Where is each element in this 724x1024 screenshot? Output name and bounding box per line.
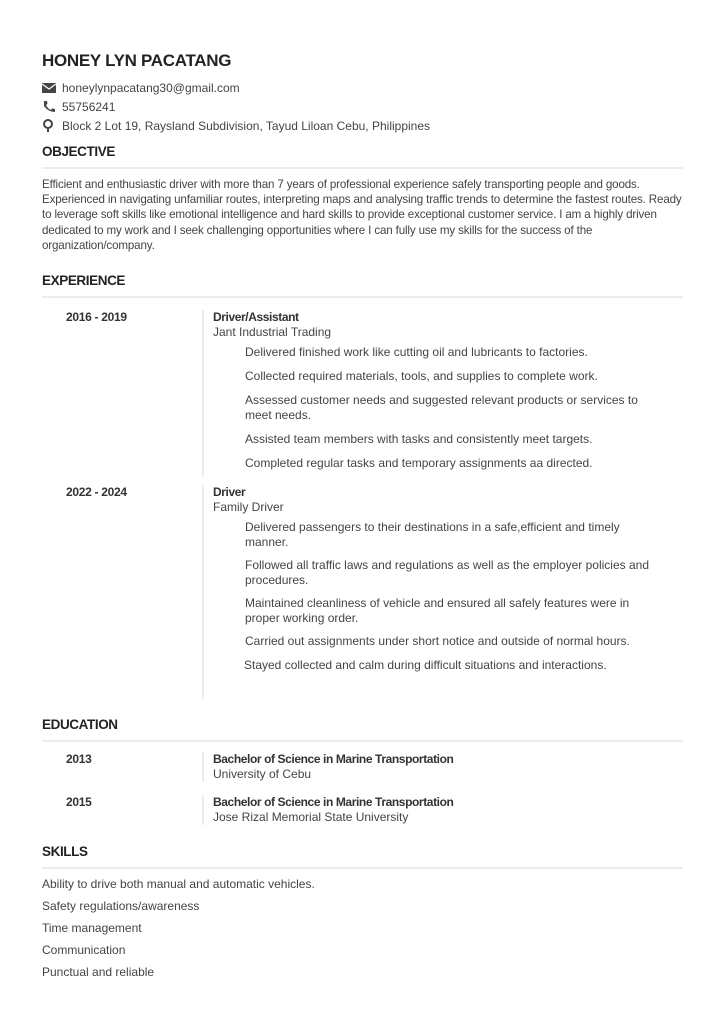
experience-bullets — [213, 345, 683, 471]
skill-item: Time management — [42, 921, 142, 936]
contact-address — [42, 116, 683, 135]
candidate-name: HONEY LYN PACATANG — [42, 51, 232, 70]
experience-role: Driver/Assistant — [213, 310, 299, 325]
experience-dates: 2022 - 2024 — [66, 485, 127, 500]
objective-text: Efficient and enthusiastic driver with more than 7 years of professional experience safely transporting people and goods. Experienced in navigating unfamiliar routes, interpreting maps and analysing traffic trends to determine the fastest routes. Ready to leverage soft skills like emotional intelligence and hard skills to provide exceptional customer service. I am a highly driven dedicated to my work and I seek challenging opportunities where I can fully use my skills for the success of the organization/company. — [42, 178, 682, 252]
contact-email — [42, 78, 683, 97]
experience-bullet: Collected required materials, tools, and supplies to complete work. — [245, 369, 598, 384]
phone-icon — [42, 100, 62, 113]
education-year: 2015 — [66, 795, 92, 810]
skill-item: Communication — [42, 943, 126, 958]
phone-text: 55756241 — [62, 99, 116, 114]
experience-heading: EXPERIENCE — [42, 273, 126, 289]
objective-heading: OBJECTIVE — [42, 144, 115, 159]
education-year: 2013 — [66, 752, 92, 767]
experience-role: Driver — [213, 485, 246, 500]
education-degree: Bachelor of Science in Marine Transportation — [213, 795, 454, 810]
email-text: honeylynpacatang30@gmail.com — [62, 80, 240, 95]
skills-heading: SKILLS — [42, 844, 88, 860]
education-degree: Bachelor of Science in Marine Transportation — [213, 752, 454, 767]
address-text: Block 2 Lot 19, Raysland Subdivision, Tayud Liloan Cebu, Philippines — [62, 118, 431, 133]
skill-item: Safety regulations/awareness — [42, 899, 200, 914]
education-entry — [42, 795, 683, 825]
education-entry — [42, 752, 683, 782]
experience-bullet: Assisted team members with tasks and consistently meet targets. — [245, 432, 593, 447]
section-divider — [42, 740, 683, 742]
section-divider — [42, 167, 683, 169]
experience-bullet: Delivered passengers to their destinations in a safe,efficient and timely manner. — [245, 520, 620, 550]
experience-bullet: Followed all traffic laws and regulations as well as the employer policies and procedures. — [245, 558, 649, 588]
experience-org: Family Driver — [213, 500, 284, 515]
experience-bullet: Assessed customer needs and suggested relevant products or services to meet needs. — [245, 393, 638, 423]
experience-bullets — [213, 520, 683, 673]
experience-bullet: Maintained cleanliness of vehicle and ensured all safely features were in proper working order. — [245, 596, 630, 626]
location-pin-icon — [42, 119, 62, 133]
skill-item: Ability to drive both manual and automatic vehicles. — [42, 877, 315, 892]
experience-bullet: Stayed collected and calm during difficult situations and interactions. — [244, 658, 607, 673]
experience-bullet: Completed regular tasks and temporary assignments aa directed. — [245, 456, 593, 471]
resume-page — [42, 50, 683, 983]
education-school: University of Cebu — [213, 767, 312, 782]
section-divider — [42, 296, 683, 298]
education-school: Jose Rizal Memorial State University — [213, 810, 409, 825]
experience-entry — [42, 310, 683, 477]
education-heading: EDUCATION — [42, 717, 118, 733]
experience-org: Jant Industrial Trading — [213, 325, 332, 340]
envelope-icon — [42, 83, 62, 93]
contact-phone — [42, 97, 683, 116]
experience-bullet: Carried out assignments under short notice and outside of normal hours. — [245, 634, 630, 649]
experience-entry — [42, 485, 683, 699]
experience-dates: 2016 - 2019 — [66, 310, 127, 325]
experience-bullet: Delivered finished work like cutting oil and lubricants to factories. — [245, 345, 588, 360]
section-divider — [42, 867, 683, 869]
skill-item: Punctual and reliable — [42, 965, 155, 980]
